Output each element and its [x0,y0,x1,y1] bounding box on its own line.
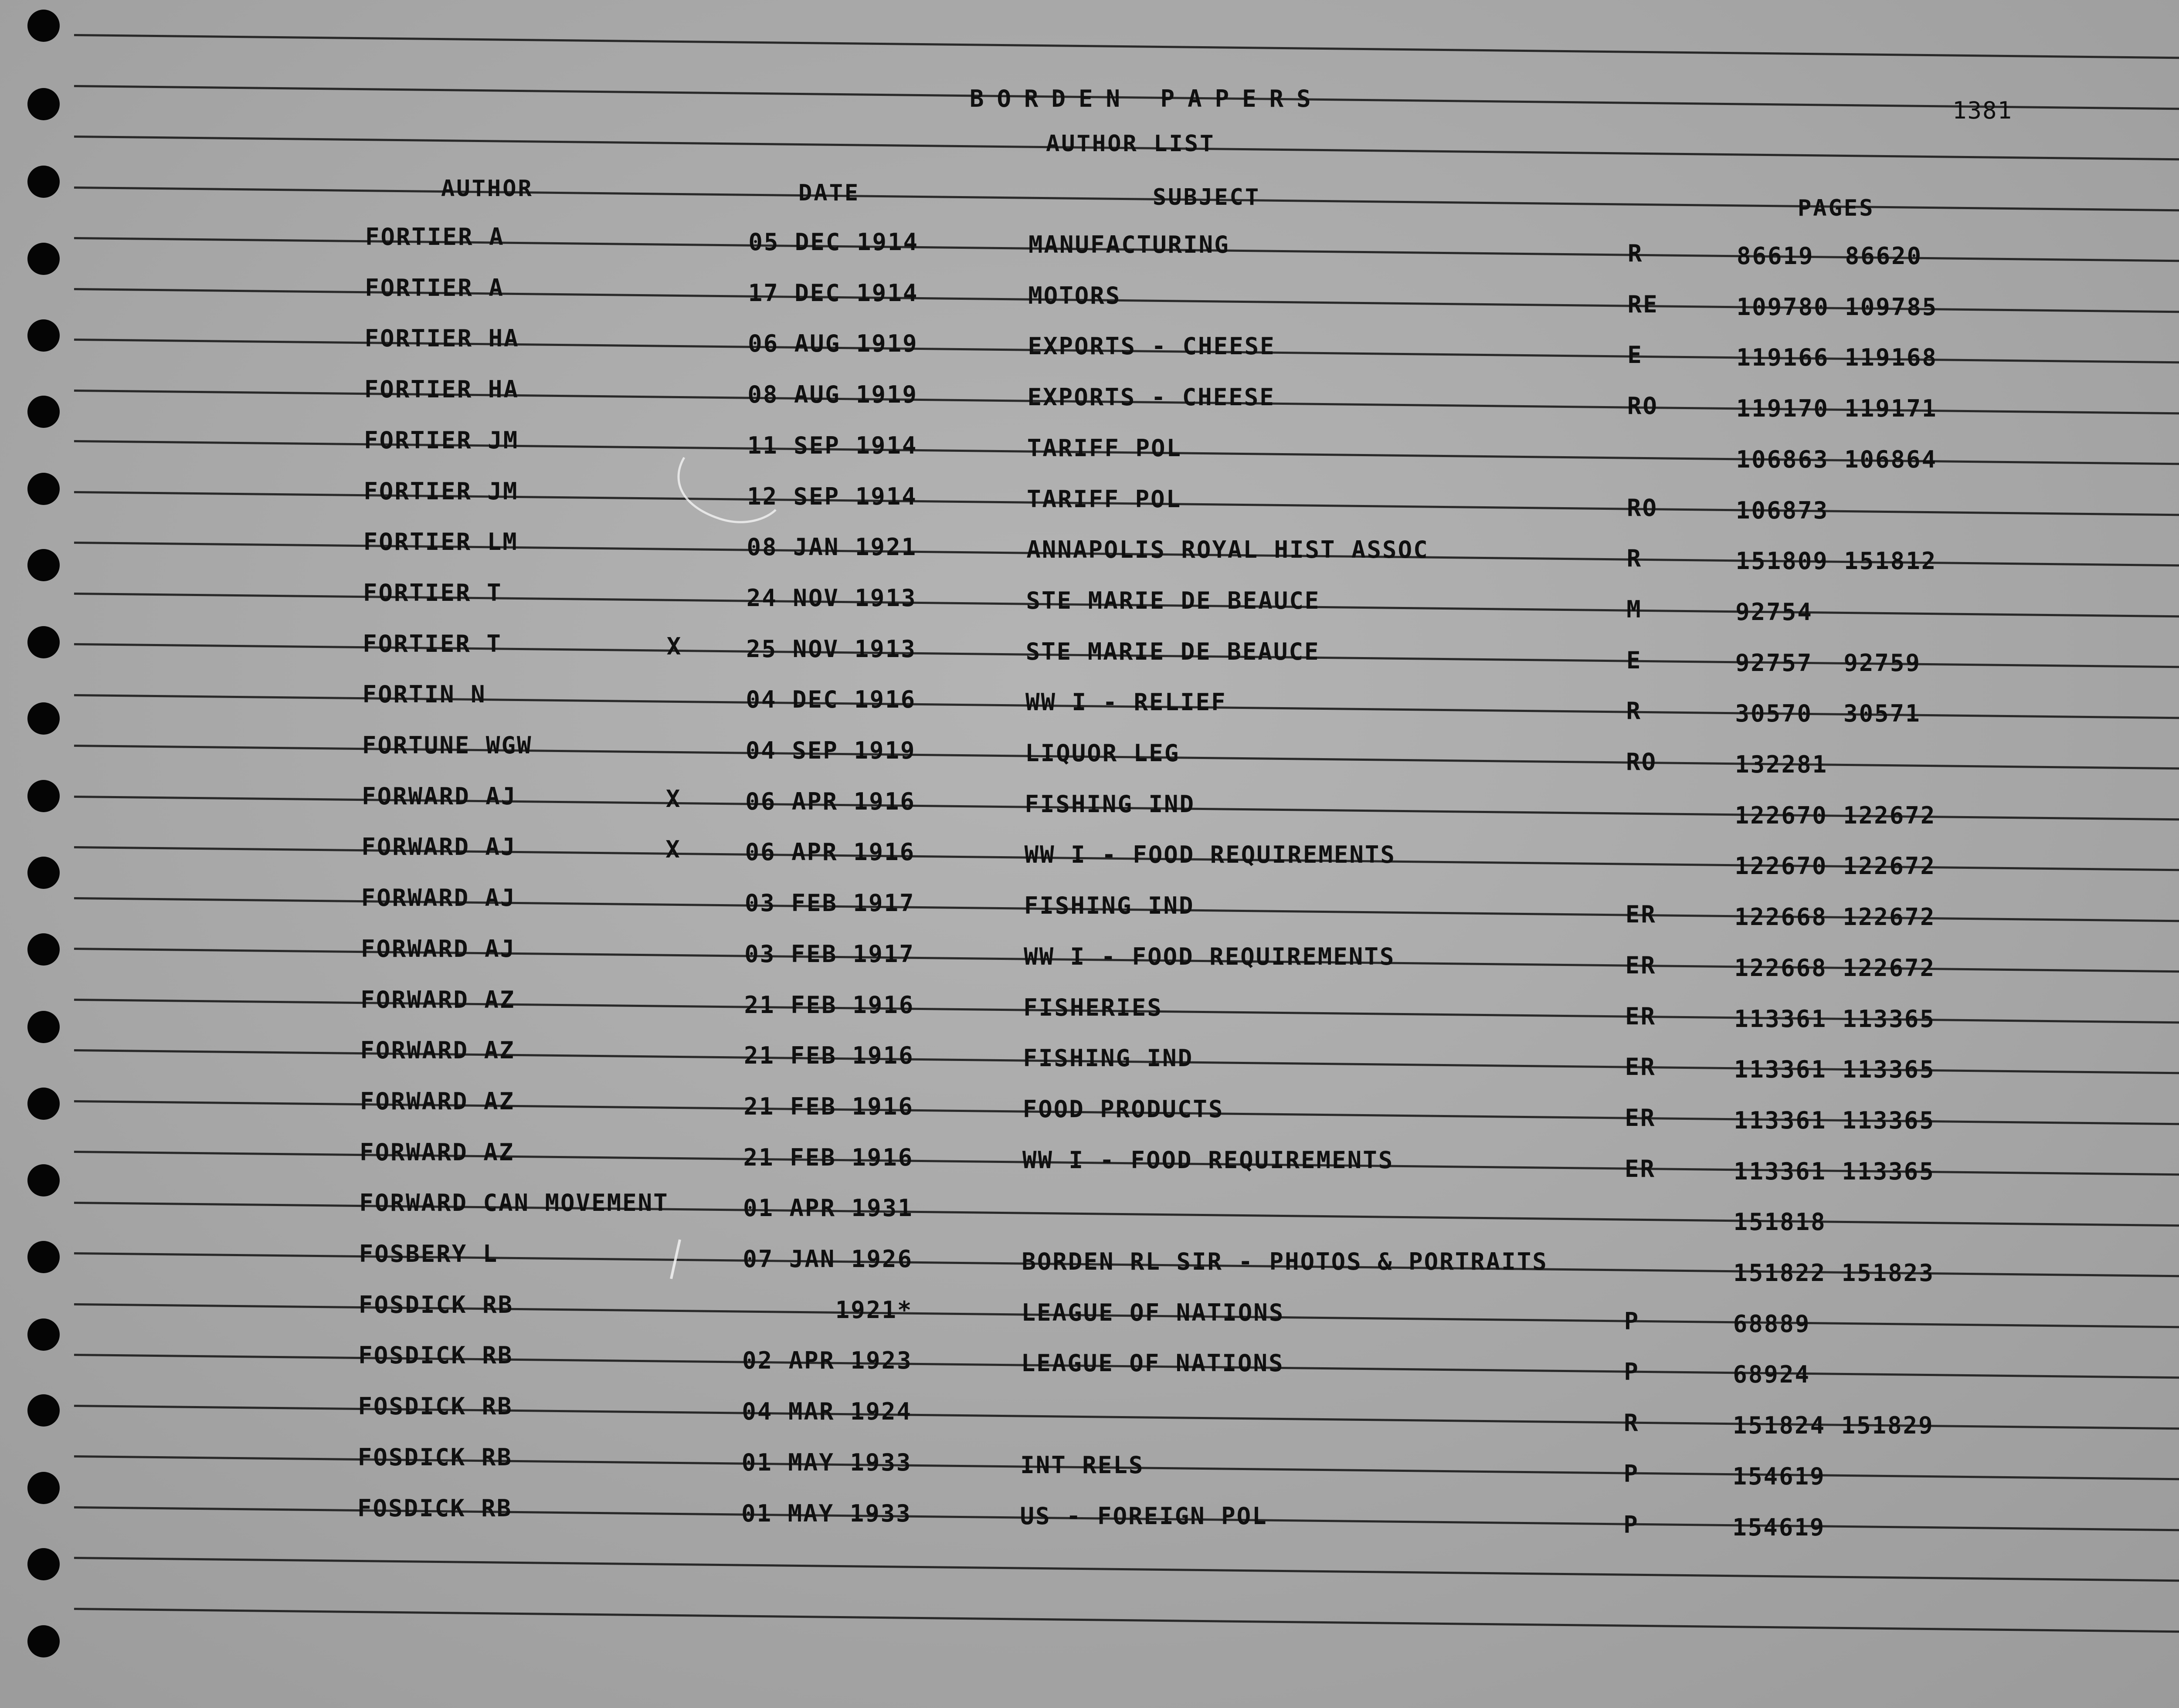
row-code: R [1624,1409,1639,1437]
row-code: R [1626,545,1643,573]
row-author: FORTIER HA [364,376,519,403]
row-author: FORWARD AZ [360,986,516,1013]
row-pages: 119170 119171 [1736,395,1938,423]
row-date: 06 AUG 1919 [748,330,918,358]
row-author: FORWARD AZ [360,1037,515,1064]
row-date: 21 FEB 1916 [743,1092,914,1120]
row-subject: INT RELS [1020,1451,1144,1479]
row-date: 21 FEB 1916 [743,1042,914,1070]
pencil-mark [667,453,780,532]
left-feed-hole [27,1088,60,1120]
row-pages: 154619 [1732,1462,1826,1490]
left-feed-hole [27,473,60,505]
row-author: FOSDICK RB [358,1291,514,1318]
row-date: 25 NOV 1913 [746,635,916,663]
row-date: 06 APR 1916 [745,787,916,815]
row-subject: EXPORTS - CHEESE [1027,383,1275,411]
left-feed-hole [27,702,60,735]
row-code: ER [1625,1002,1656,1030]
row-pages: 86619 86620 [1737,242,1923,270]
row-code: RO [1626,748,1657,776]
row-date: 07 JAN 1926 [743,1245,913,1273]
left-feed-hole [27,549,60,581]
column-header-author: AUTHOR [441,176,533,202]
row-author: FOSDICK RB [357,1494,513,1522]
row-subject: LIQUOR LEG [1025,739,1180,767]
row-date: 04 SEP 1919 [745,737,916,764]
row-pages: 30570 30571 [1735,700,1921,728]
row-author: FOSDICK RB [357,1443,513,1471]
row-code: RO [1627,494,1658,522]
left-feed-hole [27,780,60,812]
column-header-date: DATE [798,180,860,206]
row-author: FORTIER T [363,579,502,607]
row-date: 03 FEB 1917 [744,889,915,917]
row-date: 04 DEC 1916 [746,686,916,714]
column-header-subject: SUBJECT [1153,184,1261,210]
left-feed-hole [27,10,60,42]
row-subject: FISHING IND [1025,790,1195,818]
row-code: RE [1627,290,1659,318]
row-subject: FISHING IND [1024,892,1195,920]
row-pages: 92757 92759 [1735,649,1921,677]
left-feed-hole [27,243,60,275]
row-date: 21 FEB 1916 [743,1143,914,1171]
row-code: ER [1625,1053,1656,1081]
left-feed-hole [27,319,60,352]
row-subject: EXPORTS - CHEESE [1028,332,1276,360]
row-date: 03 FEB 1917 [744,940,915,968]
row-code: RO [1627,392,1658,420]
row-author: FORWARD CAN MOVEMENT [359,1189,669,1217]
row-author: FOSDICK RB [358,1393,513,1420]
row-pages: 119166 119168 [1736,344,1938,372]
row-author: FORTIN N [362,681,486,708]
row-author: FORTIER T [363,630,502,657]
row-pages: 92754 [1735,598,1813,626]
row-pages: 122670 122672 [1734,801,1936,829]
row-subject: LEAGUE OF NATIONS [1021,1298,1285,1326]
row-flag: X [666,632,682,660]
row-subject: FOOD PRODUCTS [1022,1095,1224,1123]
row-date: 06 APR 1916 [745,838,916,866]
left-feed-hole [27,166,60,198]
row-code: R [1628,240,1643,267]
row-pages: 106863 106864 [1736,445,1938,473]
row-code: ER [1624,1155,1656,1183]
row-code: P [1623,1460,1639,1488]
left-feed-hole [27,1241,60,1273]
row-pages: 113361 113365 [1734,1106,1935,1134]
row-pages: 154619 [1732,1513,1826,1541]
row-date: 21 FEB 1916 [744,991,915,1019]
row-subject: FISHING IND [1023,1044,1194,1072]
row-pages: 113361 113365 [1733,1157,1935,1185]
row-author: FORWARD AZ [360,1138,515,1166]
row-pages: 151818 [1733,1208,1826,1236]
row-date: 01 MAY 1933 [741,1448,912,1476]
left-feed-hole [27,1625,60,1657]
ruled-line [74,1608,2179,1633]
row-date: 08 JAN 1921 [747,533,917,561]
row-pages: 151809 151812 [1735,547,1937,575]
left-feed-hole [27,1548,60,1580]
left-feed-hole [27,1011,60,1043]
row-date: 11 SEP 1914 [747,431,918,459]
left-feed-hole [27,857,60,889]
stray-mark [667,1237,684,1281]
row-pages: 122668 122672 [1734,954,1936,982]
row-pages: 151822 151823 [1733,1259,1935,1287]
row-subject: STE MARIE DE BEAUCE [1025,637,1320,665]
row-author: FORWARD AJ [361,884,516,912]
row-code: P [1624,1307,1640,1335]
row-subject: FISHERIES [1023,993,1163,1021]
document-subtitle: AUTHOR LIST [1046,131,1215,157]
row-author: FORTIER HA [364,325,519,352]
row-code: R [1626,697,1642,725]
row-subject: ANNAPOLIS ROYAL HIST ASSOC [1026,536,1429,564]
row-subject: TARIFF POL [1027,485,1182,513]
ruled-line [74,34,2179,60]
ruled-line [74,1557,2179,1583]
row-subject: WW I - FOOD REQUIREMENTS [1022,1146,1394,1174]
row-date: 17 DEC 1914 [748,279,919,307]
row-date: 12 SEP 1914 [747,482,917,510]
row-date: 1921* [835,1296,913,1324]
row-code: E [1626,646,1642,674]
row-date: 04 MAR 1924 [742,1398,913,1426]
row-date: 01 MAY 1933 [741,1499,912,1527]
row-subject: STE MARIE DE BEAUCE [1026,586,1320,614]
row-code: ER [1625,901,1656,929]
row-subject: US - FOREIGN POL [1020,1502,1268,1530]
row-code: ER [1625,951,1656,979]
left-feed-hole [27,1318,60,1351]
page-number: 1381 [1952,97,2013,124]
row-code: ER [1625,1104,1656,1132]
row-subject: MOTORS [1028,281,1121,309]
row-date: 01 APR 1931 [743,1194,913,1222]
row-author: FOSBERY L [359,1240,499,1267]
row-pages: 132281 [1735,751,1828,778]
row-pages: 106873 [1736,496,1829,524]
row-subject: TARIFF POL [1027,434,1182,462]
row-author: FORTIER JM [363,477,519,505]
row-subject: WW I - RELIEF [1025,688,1227,716]
document-title: BORDEN PAPERS [970,85,1324,112]
row-pages: 68889 [1733,1310,1811,1338]
row-author: FORTIER JM [364,426,519,454]
row-author: FORTIER LM [363,528,518,556]
row-date: 24 NOV 1913 [746,584,917,612]
row-pages: 109780 109785 [1736,293,1938,321]
left-feed-hole [27,1164,60,1196]
row-pages: 122668 122672 [1734,903,1936,931]
row-code: P [1623,1511,1639,1539]
left-feed-hole [27,1472,60,1504]
row-author: FORWARD AZ [360,1087,515,1115]
left-feed-hole [27,1394,60,1427]
row-pages: 113361 113365 [1734,1005,1935,1033]
left-feed-hole [27,933,60,966]
row-code: E [1627,341,1643,369]
row-pages: 113361 113365 [1734,1056,1935,1084]
row-pages: 151824 151829 [1733,1412,1934,1440]
row-date: 05 DEC 1914 [748,228,919,256]
row-subject: LEAGUE OF NATIONS [1021,1349,1284,1377]
row-flag: X [665,836,681,864]
row-pages: 68924 [1733,1361,1810,1389]
column-header-pages: PAGES [1798,195,1875,221]
row-author: FORWARD AJ [361,833,516,861]
row-pages: 122670 122672 [1734,852,1936,880]
row-author: FORTUNE WGW [362,732,533,759]
row-author: FORTIER A [365,223,505,251]
row-author: FORTIER A [365,274,504,302]
left-feed-hole [27,396,60,428]
row-subject: WW I - FOOD REQUIREMENTS [1024,841,1396,869]
row-date: 02 APR 1923 [742,1347,913,1375]
row-author: FORWARD AJ [360,935,516,962]
row-code: M [1626,595,1642,623]
row-code: P [1624,1358,1639,1386]
left-feed-hole [27,88,60,120]
row-subject: WW I - FOOD REQUIREMENTS [1024,942,1395,970]
row-subject: MANUFACTURING [1028,231,1230,258]
row-date: 08 AUG 1919 [747,381,918,409]
row-author: FOSDICK RB [358,1342,513,1369]
row-flag: X [665,785,682,813]
row-subject: BORDEN RL SIR - PHOTOS & PORTRAITS [1022,1248,1548,1275]
left-feed-hole [27,626,60,658]
row-author: FORWARD AJ [362,782,517,810]
